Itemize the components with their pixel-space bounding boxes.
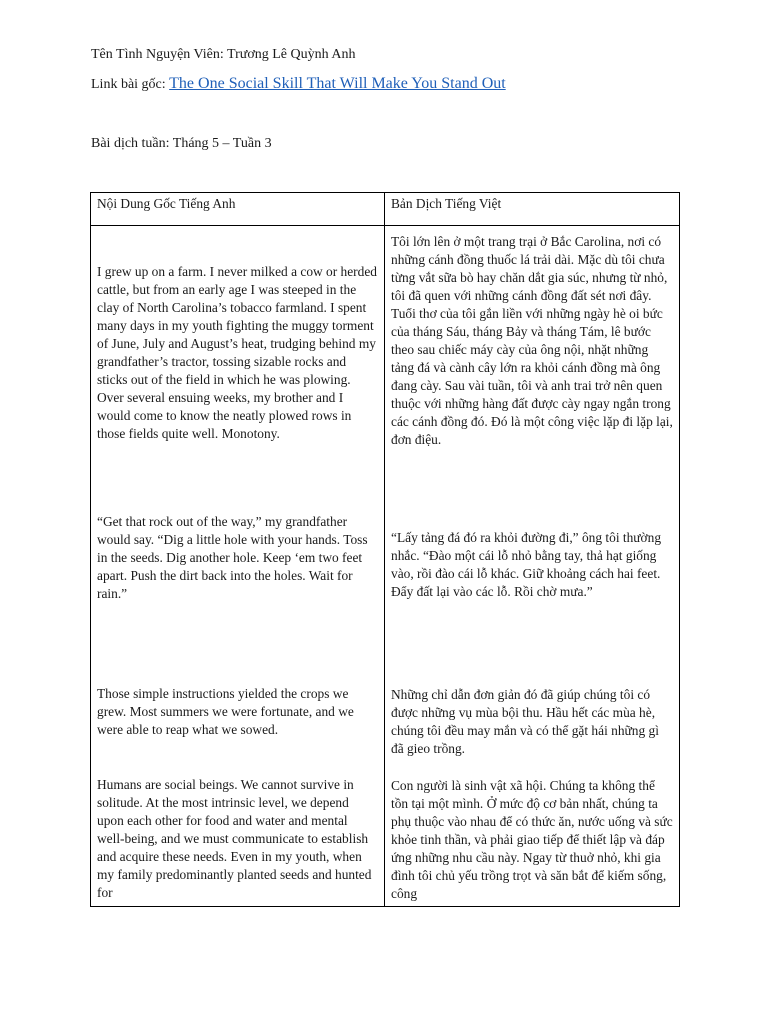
- header-original: Nội Dung Gốc Tiếng Anh: [91, 193, 385, 226]
- source-article-link[interactable]: The One Social Skill That Will Make You Stand Out: [169, 75, 506, 92]
- english-paragraph: “Get that rock out of the way,” my grandfather would say. “Dig a little hole with your hands. Toss in the seeds. Dig another hole. Keep ‘em two feet apart. Push the dirt back into the holes. Wait for rain.”: [97, 514, 368, 601]
- vietnamese-column-cell: [385, 226, 680, 907]
- source-link-label: Link bài gốc:: [91, 77, 170, 92]
- header-translation: Bản Dịch Tiếng Việt: [385, 193, 680, 226]
- vietnamese-paragraph: “Lấy tảng đá đó ra khỏi đường đi,” ông tôi thường nhắc. “Đào một cái lỗ nhỏ bằng tay, thả hạt giống vào, rồi đào cái lỗ khác. Giữ khoảng cách hai feet. Đẩy đất lại vào các lỗ. Rồi chờ mưa.”: [391, 530, 662, 599]
- english-paragraph: I grew up on a farm. I never milked a cow or herded cattle, but from an early age I was steeped in the clay of North Carolina’s tobacco farmland. I spent many days in my youth fighting the muggy torment of June, July and August’s heat, trudging behind my grandfather’s tractor, tossing sizable rocks and sticks out of the field in which he was plowing. Over several ensuing weeks, my brother and I would come to know the neatly plowed rows in those fields quite well. Monotony.: [97, 264, 377, 441]
- source-link-line: [91, 75, 506, 94]
- english-column-cell: [91, 226, 385, 907]
- vietnamese-paragraph: Tôi lớn lên ở một trang trại ở Bắc Carolina, nơi có những cánh đồng thuốc lá trải dài. Mặc dù tôi chưa từng vắt sữa bò hay chăn dắt gia súc, nhưng từ nhỏ, tôi đã quen với những cánh đồng đất sét nơi đây. Tuổi thơ của tôi gắn liền với những ngày hè oi bức của tháng Sáu, tháng Bảy và tháng Tám, lê bước theo sau chiếc máy cày của ông nội, nhặt những tảng đá và cành cây lớn ra khỏi cánh đồng mà ông đang cày. Sau vài tuần, tôi và anh trai trở nên quen thuộc với những hàng đất được cày ngay ngắn trong các cánh đồng đó. Đó là một công việc lặp đi lặp lại, đơn điệu.: [391, 234, 673, 447]
- table-row: [91, 226, 680, 907]
- translation-week-line: Bài dịch tuần: Tháng 5 – Tuần 3: [91, 136, 272, 151]
- english-paragraph: Humans are social beings. We cannot survive in solitude. At the most intrinsic level, we depend upon each other for food and water and mental well-being, and we must communicate to establish and acquire these needs. Even in my youth, when my family predominantly planted seeds and hunted for: [97, 777, 372, 900]
- translation-table: [90, 192, 680, 907]
- english-paragraph: Those simple instructions yielded the crops we grew. Most summers we were fortunate, and we were able to reap what we sowed.: [97, 686, 354, 737]
- volunteer-name-line: Tên Tình Nguyện Viên: Trương Lê Quỳnh Anh: [91, 47, 356, 62]
- vietnamese-paragraph: Con người là sinh vật xã hội. Chúng ta không thể tồn tại một mình. Ở mức độ cơ bản nhất, chúng ta phụ thuộc vào nhau để có thức ăn, nước uống và sức khỏe tinh thần, và phải giao tiếp để thiết lập và đáp ứng những nhu cầu này. Ngay từ thuở nhỏ, khi gia đình tôi chủ yếu trồng trọt và săn bắt để kiếm sống, công: [391, 778, 673, 901]
- vietnamese-paragraph: Những chỉ dẫn đơn giản đó đã giúp chúng tôi có được những vụ mùa bội thu. Hầu hết các mùa hè, chúng tôi đều may mắn và có thể gặt hái những gì đã gieo trồng.: [391, 687, 659, 756]
- table-header-row: [91, 193, 680, 226]
